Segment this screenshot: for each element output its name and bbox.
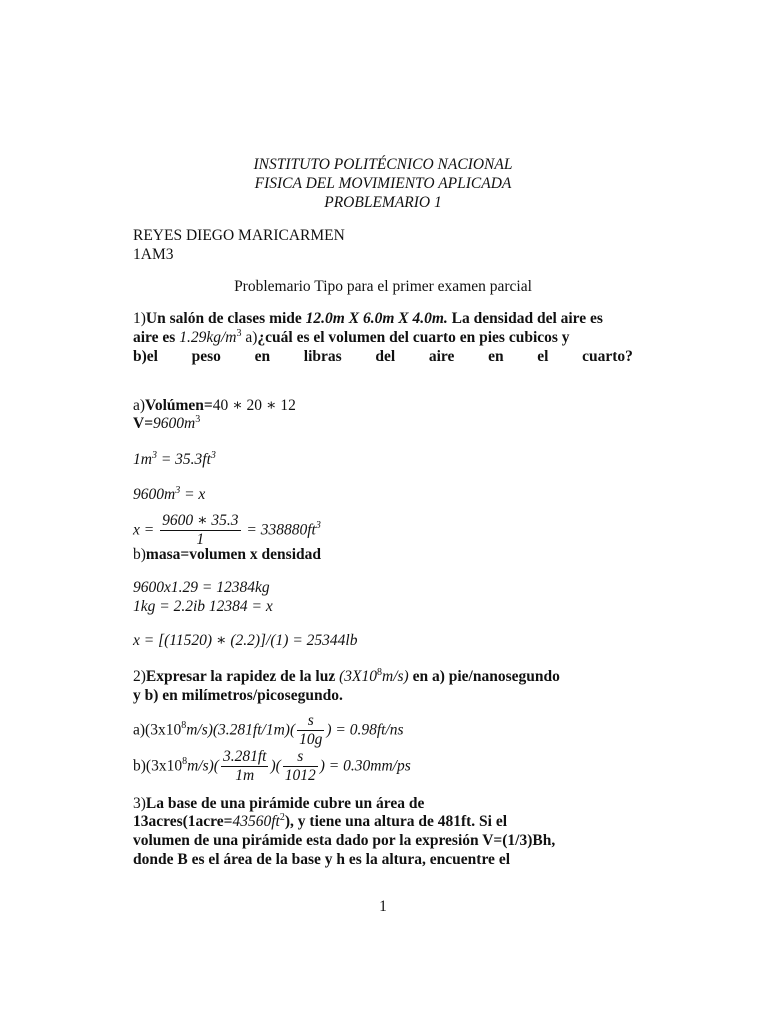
p2-line2: y b) en milímetros/picosegundo. <box>133 687 343 704</box>
p2-answer-a: $a)(3x10^8m/s)(3.281ft/1m)$( $\frac{s}{10g}$ ) = 0.98ft/ns <box>133 712 404 748</box>
p1-density: 1.29kg/m <box>179 329 237 346</box>
p2-answer-b: $b)(3x10^8m/s)$( $\frac{3.281ft}{1m}$ )( $\frac{s}{1012}$ ) = 0.30mm/ps <box>133 748 411 784</box>
p1-fraction-eq: x = $\frac{9600 ∗ 35.3}{1}$ = $338880ft^3$ <box>133 512 321 548</box>
p1-solution-a: a)Volúmen=40 ∗ 20 ∗ 12 <box>133 397 296 414</box>
p1-line2: aire es $1.29kg/m^3$ a)¿cuál es el volumen del cuarto en pies cubicos y <box>133 328 570 346</box>
p3-line2: $13acres(1acre=43560ft^2)$, y tiene una altura de 481ft. Si el <box>133 812 508 830</box>
p1-dimensions: 12.0m X 6.0m X 4.0m. <box>305 310 448 327</box>
p3-line4: donde B es el área de la base y h es la altura, encuentre el <box>133 851 511 868</box>
author-name: REYES DIEGO MARICARMEN <box>133 227 345 244</box>
page-number: 1 <box>379 898 387 915</box>
p1-question-a: ¿cuál es el volumen del cuarto en pies cubicos y <box>257 329 570 346</box>
p3-line3: volumen de una pirámide esta dado por la expresión V=(1/3)Bh, <box>133 832 556 849</box>
header-institution: INSTITUTO POLITÉCNICO NACIONAL <box>253 156 513 173</box>
p1-mass: 9600x1.29 = 12384kg <box>133 579 270 596</box>
p1-kg: 1kg = 2.2ib 12384 = x <box>133 598 273 615</box>
p1-volume: $V=9600m^3$ <box>133 414 201 432</box>
p2-line1: 2)Expresar la rapidez de la luz $(3X10^8m/s)$ en a) pie/nanosegundo <box>133 667 560 685</box>
p1-conversion: $1m^3 = 35.3ft^3$ <box>133 450 216 468</box>
header-course: FISICA DEL MOVIMIENTO APLICADA <box>254 175 512 192</box>
p1-solution-b: b)masa=volumen x densidad <box>133 546 321 563</box>
header-title: PROBLEMARIO 1 <box>324 194 442 211</box>
header-block <box>133 155 633 213</box>
p3-line1: 3)La base de una pirámide cubre un área de <box>133 795 425 812</box>
p1-line3: b)el peso en libras del aire en el cuarto? <box>133 348 633 365</box>
p2-a-fraction: $\frac{s}{10g}$ <box>299 712 323 748</box>
p1-equation: $9600m^3 = x$ <box>133 485 206 503</box>
p1-fraction: $\frac{9600 ∗ 35.3}{1}$ <box>162 512 239 548</box>
author-group: 1AM3 <box>133 246 174 263</box>
p1-line1: 1)Un salón de clases mide 12.0m X 6.0m X 4.0m. La densidad del aire es <box>133 310 603 327</box>
subtitle: Problemario Tipo para el primer examen parcial <box>234 278 532 295</box>
p2-b-fraction-2: $\frac{s}{1012}$ <box>284 748 316 784</box>
p1-number: 1) <box>133 310 146 327</box>
p2-b-fraction-1: $\frac{3.281ft}{1m}$ <box>222 748 267 784</box>
p1-final: x = [(11520) ∗ (2.2)]/(1) = 25344lb <box>133 632 358 649</box>
